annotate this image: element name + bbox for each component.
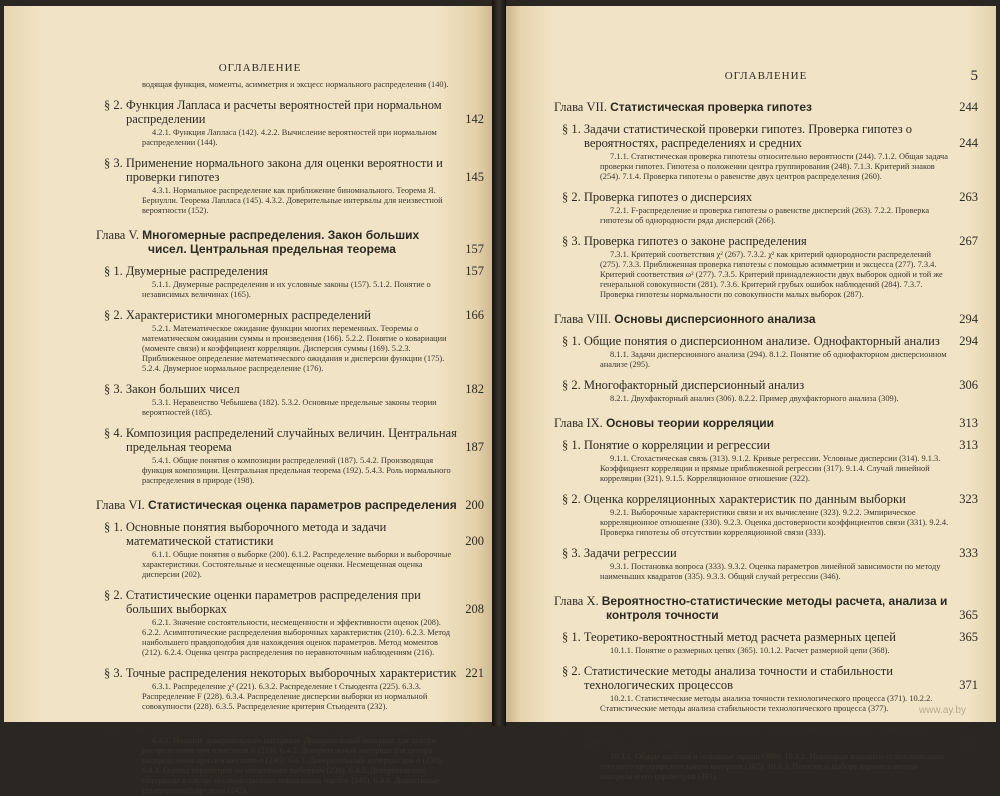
subsection-list: 5.2.1. Математическое ожидание функции многих переменных. Теоремы о математическом ожидании суммы и произведения (166). 5.2.2. Понятие о ковариации (моменте связи) и коэффициент корреляции. Дисперсия суммы (169). 5.2.3. Приближенное определение математического ожидания и дисперсии функции (175). 5.2.4. Двумерное нормальное распределение (176). xyxy=(142,324,447,373)
right-running-title: ОГЛАВЛЕНИЕ xyxy=(724,70,808,82)
section-heading xyxy=(554,234,978,248)
entry-number: § 3. xyxy=(104,382,123,396)
toc-entry xyxy=(554,190,978,226)
entry-title: Основные понятия выборочного метода и задачи математической статистики xyxy=(125,520,387,548)
entry-title: Оценка параметров распределения по малым выборкам xyxy=(125,720,423,734)
entry-page-number: 294 xyxy=(959,334,978,348)
entry-title: Статистическая проверка гипотез xyxy=(610,100,812,114)
left-page-header xyxy=(36,62,484,80)
entry-title: Теоретико-вероятностный метод расчета размерных цепей xyxy=(583,630,896,644)
entry-number: Глава X. xyxy=(554,594,599,608)
section-heading xyxy=(96,588,484,616)
entry-number: § 2. xyxy=(562,664,581,678)
entry-page-number: 371 xyxy=(959,678,978,692)
right-page-header xyxy=(554,70,978,88)
entry-number: § 3. xyxy=(562,234,581,248)
entry-title: Основы дисперсионного анализа xyxy=(614,312,816,326)
section-heading xyxy=(96,382,484,396)
entry-title: Статистические оценки параметров распределения при больших выборках xyxy=(125,588,421,616)
chapter-heading xyxy=(96,498,484,512)
toc-entry xyxy=(96,156,484,216)
entry-page-number: 200 xyxy=(465,498,484,512)
toc-entry xyxy=(554,100,978,114)
section-heading xyxy=(554,438,978,452)
toc-entry xyxy=(96,98,484,148)
chapter-heading xyxy=(554,416,978,430)
entry-title: Оценка корреляционных характеристик по данным выборки xyxy=(583,492,906,506)
subsection-list: 7.3.1. Критерий соответствия χ² (267). 7.3.2. χ² как критерий однородности распределений (275). 7.3.3. Приближенная проверка гипотезы с помощью асимметрии и эксцесса (277). 7.3.4. Критерий соответствия ω² (277). 7.3.5. Критерий принадлежности двух выборок одной и той же генеральной совокупности (281). 7.3.6. Критерий грубых ошибок наблюдений (284). 7.3.7. Проверка гипотезы нормальности по совокупности малых выборок (287). xyxy=(600,250,943,299)
right-toc xyxy=(554,100,978,782)
entry-title: Статистическая оценка параметров распределения xyxy=(147,498,457,512)
toc-entry xyxy=(554,234,978,300)
entry-page-number: 200 xyxy=(465,534,484,548)
subsection-list: 6.1.1. Общие понятия о выборке (200). 6.1.2. Распределение выборки и выборочные характеристики. Состоятельные и несмещенные оценки. Несмещенная оценка дисперсии (202). xyxy=(142,550,452,579)
subsection-list: 10.3.1. Общие понятия и основные задачи (386). 10.3.2. Некоторые варианты статистического текущего предупредительного контроля (387). 10.3.3. Понятие о выборе варианта метода контроля и его параметров (391). xyxy=(600,752,945,781)
chapter-heading xyxy=(554,100,978,114)
entry-title: Проверка гипотез о законе распределения xyxy=(583,234,807,248)
toc-continuation: водящая функция, моменты, асимметрия и эксцесс нормального распределения (140). xyxy=(142,80,449,89)
right-page-number: 5 xyxy=(970,68,978,84)
entry-number: § 2. xyxy=(562,492,581,506)
section-heading xyxy=(96,98,484,126)
entry-number: § 1. xyxy=(562,122,581,136)
section-heading xyxy=(96,156,484,184)
entry-page-number: 182 xyxy=(465,382,484,396)
subsection-list: 8.2.1. Двухфакторный анализ (306). 8.2.2. Пример двухфакторного анализа (309). xyxy=(610,394,899,403)
entry-title: Вероятностно-статистические методы расчета, анализа и контроля точности xyxy=(601,594,948,622)
section-heading xyxy=(96,720,484,734)
subsection-list: 5.3.1. Неравенство Чебышева (182). 5.3.2. Основные предельные законы теории вероятностей (185). xyxy=(142,398,437,417)
entry-title: Общие понятия о дисперсионном анализе. Однофакторный анализ xyxy=(583,334,940,348)
toc-entry xyxy=(554,594,978,622)
entry-title: Композиция распределений случайных величин. Центральная предельная теорема xyxy=(125,426,457,454)
entry-number: § 3. xyxy=(104,156,123,170)
entry-title: Точные распределения некоторых выборочных характеристик xyxy=(125,666,457,680)
entry-title: Статистические методы текущего предупредительного контроля качества продукции xyxy=(583,722,928,750)
right-toc-entries xyxy=(554,100,978,782)
entry-page-number: 333 xyxy=(959,546,978,560)
toc-entry xyxy=(96,666,484,712)
entry-page-number: 313 xyxy=(959,416,978,430)
entry-title: Задачи статистической проверки гипотез. Проверка гипотез о вероятностях, распределениях и средних xyxy=(583,122,913,150)
subsection-list: 4.3.1. Нормальное распределение как приближение биномиального. Теорема Я. Бернулли. Теорема Лапласа (145). 4.3.2. Доверительные интервалы для неизвестной вероятности (152). xyxy=(142,186,443,215)
entry-number: § 3. xyxy=(562,546,581,560)
toc-entry xyxy=(554,492,978,538)
entry-page-number: 244 xyxy=(959,100,978,114)
entry-page-number: 365 xyxy=(959,608,978,622)
entry-page-number: 233 xyxy=(465,720,484,734)
entry-number: § 1. xyxy=(562,334,581,348)
entry-title: Проверка гипотез о дисперсиях xyxy=(583,190,753,204)
subsection-list: 10.1.1. Понятие о размерных цепях (365). 10.1.2. Расчет размерной цепи (368). xyxy=(610,646,890,655)
entry-number: Глава IX. xyxy=(554,416,603,430)
entry-page-number: 145 xyxy=(465,170,484,184)
entry-title: Закон больших чисел xyxy=(125,382,240,396)
book-gutter xyxy=(492,0,506,726)
right-page xyxy=(506,6,996,781)
section-heading xyxy=(554,630,978,644)
toc-entry xyxy=(96,382,484,418)
toc-entry xyxy=(554,334,978,370)
entry-page-number: 157 xyxy=(465,264,484,278)
entry-title: Статистические методы анализа точности и стабильности технологических процессов xyxy=(583,664,893,692)
section-heading xyxy=(96,520,484,548)
entry-number: § 1. xyxy=(562,438,581,452)
chapter-heading xyxy=(554,594,978,622)
entry-number: § 3. xyxy=(562,722,581,736)
entry-title: Применение нормального закона для оценки вероятности и проверки гипотез xyxy=(125,156,443,184)
entry-number: Глава VII. xyxy=(554,100,607,114)
entry-title: Многомерные распределения. Закон больших чисел. Центральная предельная теорема xyxy=(142,228,420,256)
entry-number: § 2. xyxy=(562,378,581,392)
subsection-list: 8.1.1. Задачи дисперсионного анализа (294). 8.1.2. Понятие об однофакторном дисперсионном анализе (295). xyxy=(600,350,947,369)
toc-entry xyxy=(96,264,484,300)
entry-number: § 4. xyxy=(104,426,123,440)
section-heading xyxy=(554,378,978,392)
entry-number: Глава V. xyxy=(96,228,140,242)
entry-number: § 2. xyxy=(104,98,123,112)
entry-number: § 1. xyxy=(562,630,581,644)
entry-title: Многофакторный дисперсионный анализ xyxy=(583,378,805,392)
toc-entry xyxy=(96,228,484,256)
entry-number: § 2. xyxy=(104,588,123,602)
chapter-heading xyxy=(96,228,484,256)
section-heading xyxy=(554,190,978,204)
entry-title: Понятие о корреляции и регрессии xyxy=(583,438,771,452)
left-toc xyxy=(96,80,484,796)
subsection-list: 9.2.1. Выборочные характеристики связи и их вычисление (323). 9.2.2. Эмпирическое корреляционное отношение (330). 9.2.3. Оценка достоверности коэффициентов связи (331). 9.2.4. Проверка гипотезы об отсутствии корреляционной связи (333). xyxy=(600,508,949,537)
entry-page-number: 267 xyxy=(959,234,978,248)
left-page xyxy=(4,6,492,795)
chapter-heading xyxy=(554,312,978,326)
entry-page-number: 157 xyxy=(465,242,484,256)
subsection-list: 10.2.1. Статистические методы анализа точности технологического процесса (371). 10.2.2. Статистические методы анализа стабильности технологического процесса (377). xyxy=(600,694,933,713)
entry-number: § 3. xyxy=(104,666,123,680)
entry-page-number: 294 xyxy=(959,312,978,326)
entry-page-number: 263 xyxy=(959,190,978,204)
section-heading xyxy=(554,722,978,750)
entry-title: Характеристики многомерных распределений xyxy=(125,308,371,322)
entry-number: Глава VI. xyxy=(96,498,145,512)
entry-page-number: 306 xyxy=(959,378,978,392)
section-heading xyxy=(554,334,978,348)
left-toc-entries xyxy=(96,98,484,796)
section-heading xyxy=(554,492,978,506)
left-running-title: ОГЛАВЛЕНИЕ xyxy=(218,62,302,74)
entry-number: § 4. xyxy=(104,720,123,734)
entry-title: Функция Лапласа и расчеты вероятностей при нормальном распределении xyxy=(125,98,442,126)
entry-title: Двумерные распределения xyxy=(125,264,268,278)
section-heading xyxy=(554,664,978,692)
entry-page-number: 221 xyxy=(465,666,484,680)
toc-entry xyxy=(554,722,978,782)
subsection-list: 9.1.1. Стохастическая связь (313). 9.1.2. Кривые регрессии. Условные дисперсии (314). 9.1.3. Коэффициент корреляции и прямые приближенной регрессии (317). 9.1.4. Случай линейной корреляции (321). 9.1.5. Корреляционное отношение (322). xyxy=(600,454,941,483)
toc-entry xyxy=(554,546,978,582)
toc-entry xyxy=(96,426,484,486)
entry-page-number: 313 xyxy=(959,438,978,452)
toc-entry xyxy=(554,122,978,182)
entry-page-number: 208 xyxy=(465,602,484,616)
toc-entry xyxy=(554,438,978,484)
entry-title: Задачи регрессии xyxy=(583,546,677,560)
entry-number: § 2. xyxy=(562,190,581,204)
toc-entry xyxy=(554,312,978,326)
subsection-list: 7.2.1. F-распределение и проверка гипотезы о равенстве дисперсий (263). 7.2.2. Проверка гипотезы об однородности ряда дисперсий (266). xyxy=(600,206,930,225)
entry-page-number: 187 xyxy=(465,440,484,454)
entry-page-number: 244 xyxy=(959,136,978,150)
watermark: www.ay.by xyxy=(918,705,966,716)
toc-entry xyxy=(554,378,978,404)
section-heading xyxy=(96,666,484,680)
toc-entry xyxy=(96,588,484,658)
toc-entry xyxy=(96,520,484,580)
entry-page-number: 386 xyxy=(959,736,978,750)
subsection-list: 6.2.1. Значение состоятельности, несмещенности и эффективности оценок (208). 6.2.2. Асимптотические распределения выборочных характеристик (210). 6.2.3. Метод наибольшего правдоподобия для нахождения оценок параметров. Метод моментов (212). 6.2.4. Оценка центра распределения по неравноточным наблюдениям (216). xyxy=(142,618,451,657)
section-heading xyxy=(96,308,484,322)
entry-page-number: 166 xyxy=(465,308,484,322)
entry-page-number: 323 xyxy=(959,492,978,506)
toc-entry xyxy=(96,720,484,796)
entry-title: Основы теории корреляции xyxy=(605,416,775,430)
toc-entry xyxy=(96,498,484,512)
entry-page-number: 365 xyxy=(959,630,978,644)
toc-entry xyxy=(554,630,978,656)
section-heading xyxy=(554,546,978,560)
subsection-list: 5.4.1. Общие понятия о композиции распределений (187). 5.4.2. Производящая функция композиции. Центральная предельная теорема (192). 5.4.3. Роль нормального распределения в природе (198). xyxy=(142,456,451,485)
entry-number: § 1. xyxy=(104,520,123,534)
entry-number: § 2. xyxy=(104,308,123,322)
toc-entry xyxy=(554,416,978,430)
subsection-list: 6.4.1. Понятие доверительного интервала. Доверительный интервал для центра распределения при известном σ (233). 6.4.2. Доверительный интервал для центра распределения при неизвестном σ (236). 6.4.3. Доверительный интервал для σ (238). 6.4.4. Оценка параметров по нескольким выборкам (239). 6.4.5. Доверительные интервалы в случае несимметричных нормальных оценок (240). 6.4.6. Допустимые (толерантные) пределы (242). xyxy=(142,736,443,795)
subsection-list: 4.2.1. Функция Лапласа (142). 4.2.2. Вычисление вероятностей при нормальном распределении (144). xyxy=(142,128,437,147)
entry-number: § 1. xyxy=(104,264,123,278)
section-heading xyxy=(554,122,978,150)
section-heading xyxy=(96,264,484,278)
section-heading xyxy=(96,426,484,454)
subsection-list: 6.3.1. Распределение χ² (221). 6.3.2. Распределение t Стьюдента (225). 6.3.3. Распределение F (228). 6.3.4. Распределение дисперсии выборки из нормальной совокупности (228). 6.3.5. Распределение критерия Стьюдента (232). xyxy=(142,682,428,711)
toc-entry xyxy=(554,664,978,714)
subsection-list: 5.1.1. Двумерные распределения и их условные законы (157). 5.1.2. Понятие о независимых величинах (165). xyxy=(142,280,431,299)
entry-page-number: 142 xyxy=(465,112,484,126)
toc-entry xyxy=(96,308,484,374)
subsection-list: 9.3.1. Постановка вопроса (333). 9.3.2. Оценка параметров линейной зависимости по методу наименьших квадратов (335). 9.3.3. Общий случай регрессии (346). xyxy=(600,562,941,581)
subsection-list: 7.1.1. Статистическая проверка гипотезы относительно вероятности (244). 7.1.2. Общая задача проверки гипотез. Гипотеза о положении центра группирования (248). 7.1.3. Критерий знаков (254). 7.1.4. Проверка гипотезы о равенстве двух центров распределения (260). xyxy=(600,152,948,181)
entry-number: Глава VIII. xyxy=(554,312,612,326)
